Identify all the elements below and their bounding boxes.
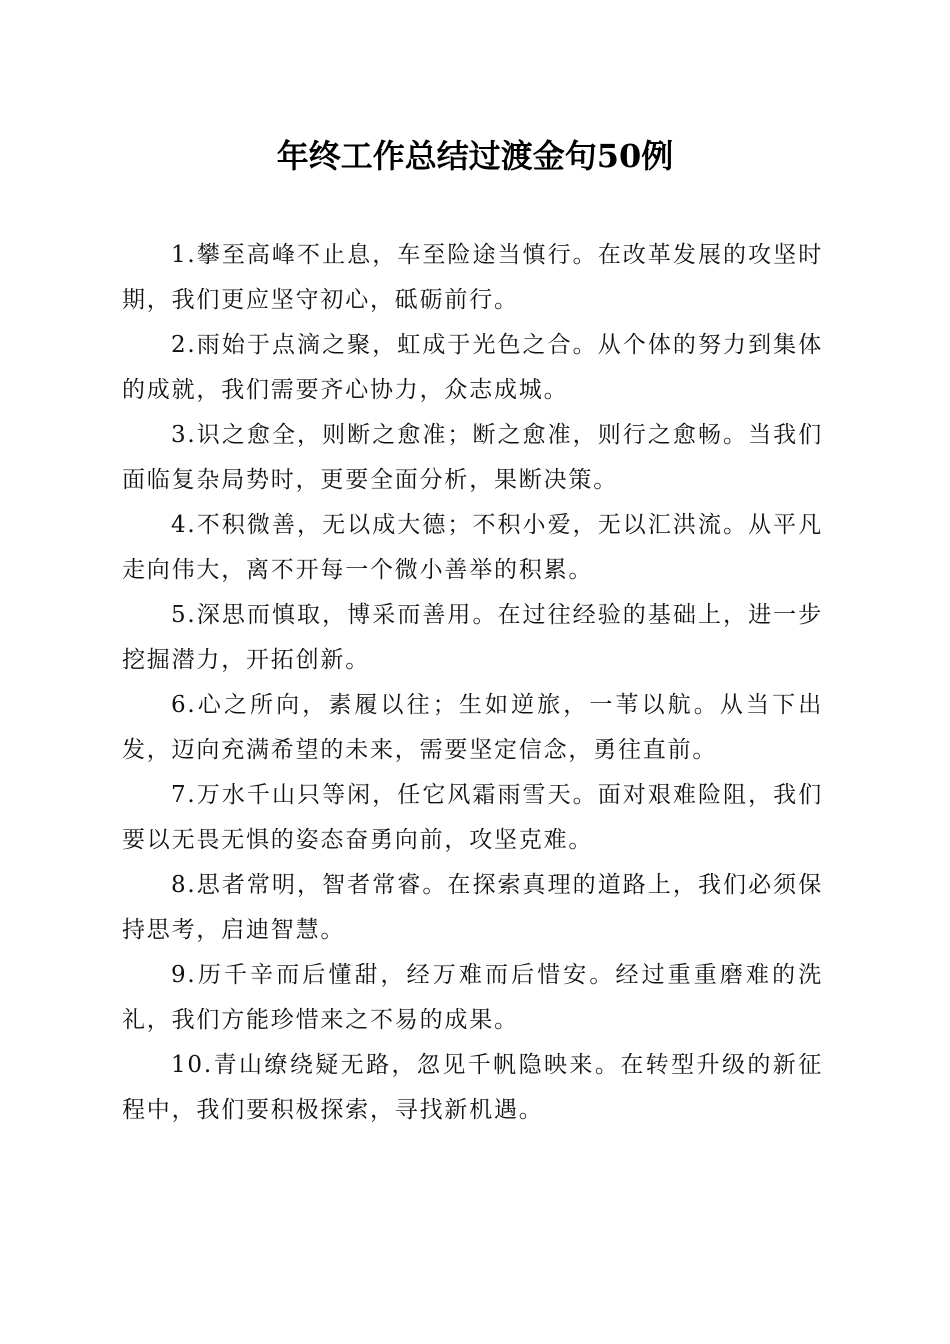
paragraph-2: 2.雨始于点滴之聚，虹成于光色之合。从个体的努力到集体的成就，我们需要齐心协力，众志成城。 [122,332,823,403]
document-body [122,233,823,1133]
paragraph-3: 3.识之愈全，则断之愈准；断之愈准，则行之愈畅。当我们面临复杂局势时，更要全面分析，果断决策。 [122,422,823,493]
paragraph-4: 4.不积微善，无以成大德；不积小爱，无以汇洪流。从平凡走向伟大，离不开每一个微小善举的积累。 [122,512,823,583]
document-title: 年终工作总结过渡金句50例 [276,137,674,175]
paragraph-10: 10.青山缭绕疑无路，忽见千帆隐映来。在转型升级的新征程中，我们要积极探索，寻找新机遇。 [122,1052,823,1123]
paragraph-8: 8.思者常明，智者常睿。在探索真理的道路上，我们必须保持思考，启迪智慧。 [122,872,823,943]
paragraph-1: 1.攀至高峰不止息，车至险途当慎行。在改革发展的攻坚时期，我们更应坚守初心，砥砺前行。 [122,242,823,313]
paragraph-5: 5.深思而慎取，博采而善用。在过往经验的基础上，进一步挖掘潜力，开拓创新。 [122,602,823,673]
paragraph-6: 6.心之所向，素履以往；生如逆旅，一苇以航。从当下出发，迈向充满希望的未来，需要坚定信念，勇往直前。 [122,692,823,763]
paragraph-7: 7.万水千山只等闲，任它风霜雨雪天。面对艰难险阻，我们要以无畏无惧的姿态奋勇向前，攻坚克难。 [122,782,823,853]
paragraph-9: 9.历千辛而后懂甜，经万难而后惜安。经过重重磨难的洗礼，我们方能珍惜来之不易的成果。 [122,962,823,1033]
